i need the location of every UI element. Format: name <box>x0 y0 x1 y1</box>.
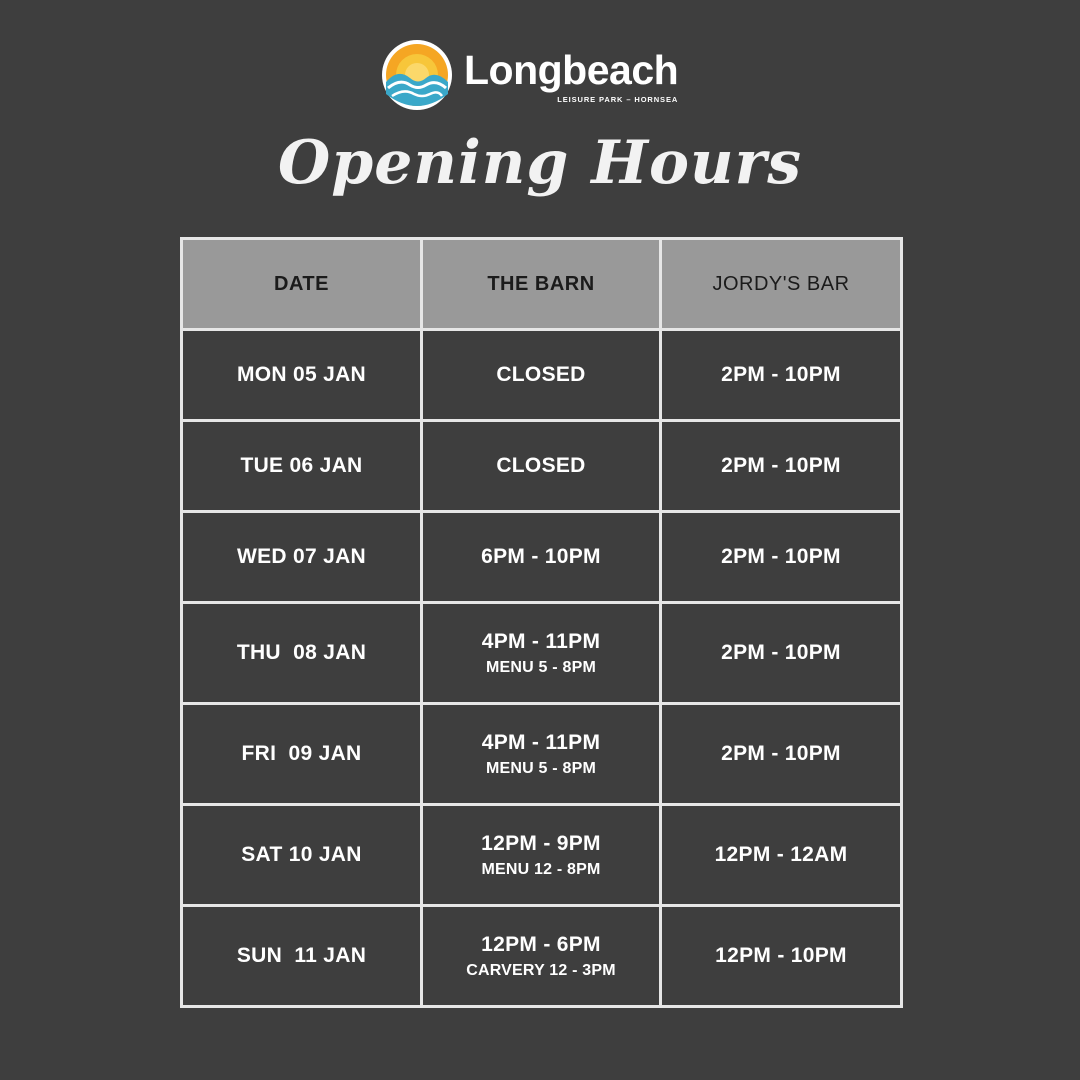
barn-hours: 6PM - 10PM <box>481 545 601 568</box>
brand-name: Longbeach <box>464 47 679 93</box>
header-jordys-bar: JORDY'S BAR <box>661 239 902 330</box>
jordys-hours: 12PM - 10PM <box>715 944 847 967</box>
table-row <box>182 704 902 805</box>
wave-sun-logo-icon <box>380 38 454 112</box>
brand-logo <box>380 38 678 112</box>
barn-note: MENU 5 - 8PM <box>486 759 596 777</box>
jordys-cell <box>661 805 902 906</box>
table-header-row <box>182 239 902 330</box>
barn-hours: 12PM - 9PM <box>481 831 601 855</box>
date-cell: TUE 06 JAN <box>182 421 422 512</box>
jordys-hours: 2PM - 10PM <box>721 454 841 477</box>
jordys-cell <box>661 704 902 805</box>
barn-cell <box>422 704 661 805</box>
table-row <box>182 330 902 421</box>
table-row <box>182 805 902 906</box>
date-cell: MON 05 JAN <box>182 330 422 421</box>
page-title: Opening Hours <box>278 128 802 198</box>
date-cell: WED 07 JAN <box>182 512 422 603</box>
brand-tagline: LEISURE PARK – HORNSEA <box>557 95 679 104</box>
jordys-hours: 12PM - 12AM <box>714 843 848 866</box>
barn-hours: CLOSED <box>496 454 586 477</box>
jordys-hours: 2PM - 10PM <box>721 363 841 386</box>
table-row <box>182 603 902 704</box>
table-row <box>182 512 902 603</box>
header-date: DATE <box>182 239 422 330</box>
barn-cell <box>422 512 661 603</box>
header-the-barn: THE BARN <box>422 239 661 330</box>
table-row <box>182 906 902 1007</box>
jordys-cell <box>661 603 902 704</box>
opening-hours-table <box>180 237 903 1008</box>
barn-note: CARVERY 12 - 3PM <box>466 961 616 979</box>
barn-hours: 4PM - 11PM <box>481 730 601 754</box>
barn-hours: 4PM - 11PM <box>481 629 601 653</box>
date-cell: SAT 10 JAN <box>182 805 422 906</box>
jordys-cell <box>661 421 902 512</box>
barn-note: MENU 5 - 8PM <box>486 658 596 676</box>
jordys-hours: 2PM - 10PM <box>721 641 841 664</box>
jordys-cell <box>661 906 902 1007</box>
date-cell: THU 08 JAN <box>182 603 422 704</box>
barn-note: MENU 12 - 8PM <box>481 860 601 878</box>
barn-cell <box>422 603 661 704</box>
barn-hours: 12PM - 6PM <box>481 932 601 956</box>
barn-cell <box>422 906 661 1007</box>
barn-cell <box>422 805 661 906</box>
date-cell: SUN 11 JAN <box>182 906 422 1007</box>
barn-hours: CLOSED <box>496 363 586 386</box>
jordys-cell <box>661 512 902 603</box>
barn-cell <box>422 421 661 512</box>
barn-cell <box>422 330 661 421</box>
jordys-hours: 2PM - 10PM <box>721 545 841 568</box>
jordys-hours: 2PM - 10PM <box>721 742 841 765</box>
jordys-cell <box>661 330 902 421</box>
date-cell: FRI 09 JAN <box>182 704 422 805</box>
table-row <box>182 421 902 512</box>
